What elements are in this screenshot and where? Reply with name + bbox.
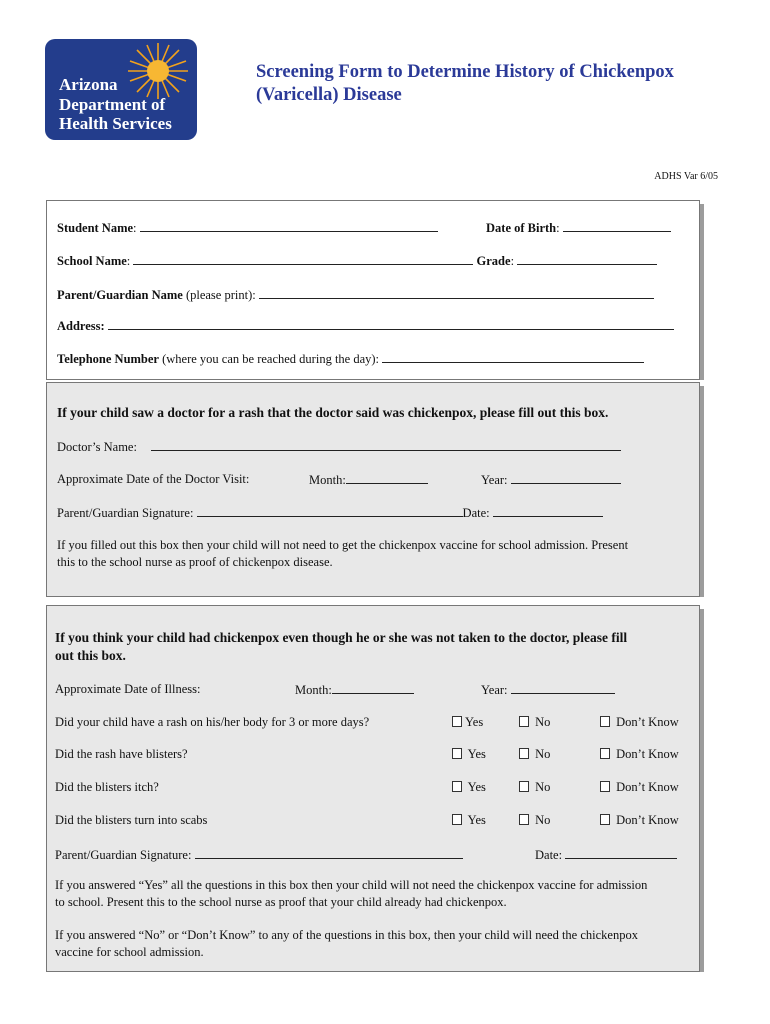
no-doctor-note-2 <box>55 927 638 961</box>
checkbox-icon[interactable] <box>452 716 462 727</box>
form-title-line1: Screening Form to Determine History of Chickenpox <box>256 62 674 82</box>
q4-dont-know-option[interactable] <box>600 813 679 828</box>
dob-label: Date of Birth <box>486 221 557 235</box>
logo-text-line2: Department of <box>59 95 166 114</box>
illness-year-label: Year: <box>481 683 508 697</box>
checkbox-icon[interactable] <box>519 814 529 825</box>
checkbox-icon[interactable] <box>519 748 529 759</box>
q4-no-option[interactable] <box>519 813 550 828</box>
visit-year-field[interactable] <box>511 472 621 484</box>
checkbox-icon[interactable] <box>452 748 462 759</box>
student-name-row: Student Name: <box>57 220 438 236</box>
visit-month-row <box>309 472 428 488</box>
no-doctor-note2-line2: vaccine for school admission. <box>55 945 204 959</box>
form-title <box>256 61 736 107</box>
telephone-field[interactable] <box>382 351 644 363</box>
grade-field[interactable] <box>517 253 657 265</box>
doctor-name-field[interactable] <box>151 439 621 451</box>
no-doctor-heading-line2: out this box. <box>55 648 126 663</box>
doctor-signature-field[interactable] <box>197 505 463 517</box>
student-name-field[interactable] <box>140 220 438 232</box>
question-3: Did the blisters itch? <box>55 780 159 794</box>
dob-field[interactable] <box>563 220 671 232</box>
illness-year-field[interactable] <box>511 682 615 694</box>
q3-dont-know-option[interactable] <box>600 780 679 795</box>
doctor-date-field[interactable] <box>493 505 603 517</box>
q4-yes-option[interactable] <box>452 813 486 828</box>
logo-text-line1: Arizona <box>59 75 118 94</box>
illness-month-field[interactable] <box>332 682 414 694</box>
no-doctor-signature-row <box>55 847 463 863</box>
address-field[interactable] <box>108 318 674 330</box>
telephone-label: Telephone Number <box>57 352 159 366</box>
checkbox-icon[interactable] <box>600 781 610 792</box>
school-name-field[interactable] <box>133 253 473 265</box>
no-label: No <box>535 780 551 794</box>
illness-month-row <box>295 682 414 698</box>
parent-name-hint: (please print): <box>185 288 256 302</box>
dont-know-label: Don’t Know <box>616 780 679 794</box>
doctor-date-label: Date: <box>462 506 490 520</box>
q1-yes-option[interactable] <box>452 715 483 730</box>
parent-name-label: Parent/Guardian Name <box>57 288 183 302</box>
no-label: No <box>535 747 551 761</box>
adhs-logo <box>45 39 197 140</box>
student-name-label: Student Name <box>57 221 134 235</box>
no-doctor-heading-line1: If you think your child had chickenpox even though he or she was not taken to the doctor, please fill <box>55 630 628 645</box>
form-title-line2: (Varicella) Disease <box>256 85 402 105</box>
address-row <box>57 318 674 334</box>
doctor-signature-label: Parent/Guardian Signature: <box>57 506 194 520</box>
no-label: No <box>535 715 551 729</box>
q1-no-option[interactable] <box>519 715 550 730</box>
yes-label: Yes <box>467 747 486 761</box>
dob-row: Date of Birth: <box>486 220 671 236</box>
no-label: No <box>535 813 551 827</box>
school-name-row: School Name: Grade: <box>57 253 657 269</box>
visit-month-field[interactable] <box>346 472 428 484</box>
parent-name-field[interactable] <box>259 287 654 299</box>
no-doctor-box <box>46 605 700 972</box>
q1-dont-know-option[interactable] <box>600 715 679 730</box>
checkbox-icon[interactable] <box>600 716 610 727</box>
school-name-label: School Name <box>57 254 127 268</box>
visit-month-label: Month: <box>309 473 346 487</box>
form-code: ADHS Var 6/05 <box>654 171 718 182</box>
dont-know-label: Don’t Know <box>616 747 679 761</box>
telephone-row <box>57 351 644 367</box>
doctor-name-row <box>57 439 621 455</box>
doctor-note-line1: If you filled out this box then your child will not need to get the chickenpox vaccine for school admission. Present <box>57 538 629 552</box>
illness-month-label: Month: <box>295 683 332 697</box>
dont-know-label: Don’t Know <box>616 813 679 827</box>
visit-year-label: Year: <box>481 473 508 487</box>
no-doctor-note1-line2: to school. Present this to the school nurse as proof that your child already had chickenpox. <box>55 895 507 909</box>
question-2: Did the rash have blisters? <box>55 747 188 761</box>
illness-year-row <box>481 682 615 698</box>
yes-label: Yes <box>467 780 486 794</box>
no-doctor-signature-field[interactable] <box>195 847 463 859</box>
doctor-box-heading: If your child saw a doctor for a rash that the doctor said was chickenpox, please fill out this box. <box>57 405 609 420</box>
visit-date-label: Approximate Date of the Doctor Visit: <box>57 472 250 486</box>
illness-date-label: Approximate Date of Illness: <box>55 682 201 696</box>
address-label: Address: <box>57 319 105 333</box>
sun-icon <box>123 41 193 101</box>
q2-dont-know-option[interactable] <box>600 747 679 762</box>
parent-name-row <box>57 287 654 303</box>
doctor-note-line2: this to the school nurse as proof of chickenpox disease. <box>57 555 333 569</box>
q2-yes-option[interactable] <box>452 747 486 762</box>
checkbox-icon[interactable] <box>600 814 610 825</box>
student-info-box <box>46 200 700 380</box>
question-1: Did your child have a rash on his/her body for 3 or more days? <box>55 715 370 729</box>
no-doctor-note1-line1: If you answered “Yes” all the questions in this box then your child will not need the chickenpox vaccine for admission <box>55 878 648 892</box>
no-doctor-date-row <box>535 847 677 863</box>
no-doctor-date-label: Date: <box>535 848 563 862</box>
no-doctor-note-1 <box>55 877 647 911</box>
no-doctor-signature-label: Parent/Guardian Signature: <box>55 848 192 862</box>
yes-label: Yes <box>465 715 484 729</box>
question-4: Did the blisters turn into scabs <box>55 813 208 827</box>
visit-year-row <box>481 472 621 488</box>
q3-no-option[interactable] <box>519 780 550 795</box>
no-doctor-box-heading <box>55 629 627 665</box>
dont-know-label: Don’t Know <box>616 715 679 729</box>
no-doctor-note2-line1: If you answered “No” or “Don’t Know” to any of the questions in this box, then your child will need the chickenpox <box>55 928 638 942</box>
yes-label: Yes <box>467 813 486 827</box>
checkbox-icon[interactable] <box>452 814 462 825</box>
logo-text-line3: Health Services <box>59 114 172 133</box>
doctor-name-label: Doctor’s Name: <box>57 440 137 454</box>
checkbox-icon[interactable] <box>519 716 529 727</box>
q2-no-option[interactable] <box>519 747 550 762</box>
checkbox-icon[interactable] <box>600 748 610 759</box>
no-doctor-date-field[interactable] <box>565 847 677 859</box>
grade-label: Grade <box>476 254 511 268</box>
q3-yes-option[interactable] <box>452 780 486 795</box>
doctor-box-note <box>57 537 628 571</box>
doctor-signature-row <box>57 505 603 521</box>
doctor-box <box>46 382 700 597</box>
telephone-hint: (where you can be reached during the day): <box>162 352 380 366</box>
checkbox-icon[interactable] <box>519 781 529 792</box>
checkbox-icon[interactable] <box>452 781 462 792</box>
